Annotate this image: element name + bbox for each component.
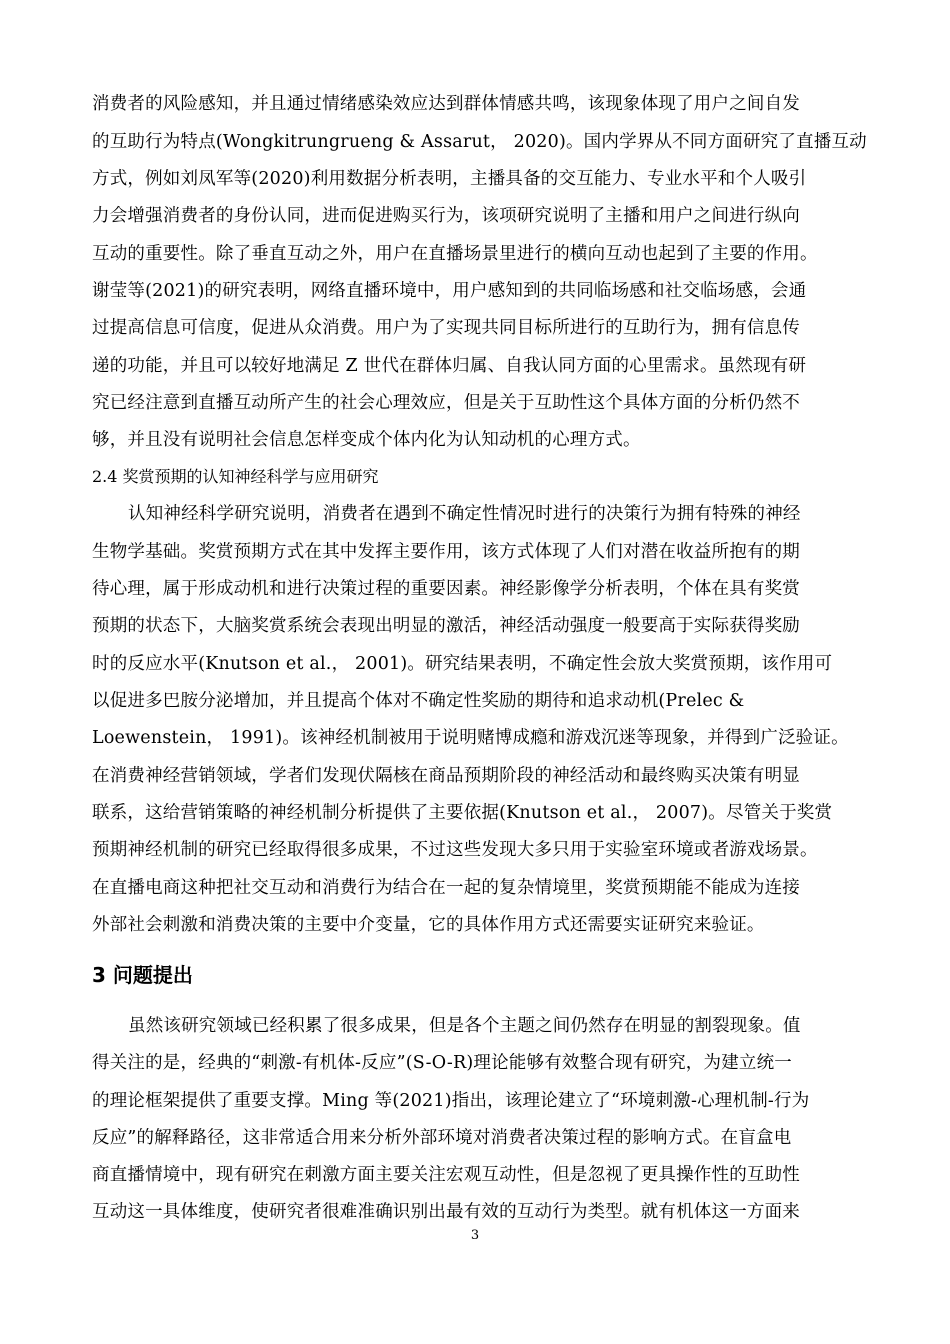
paragraph-1-line-8: 递的功能，并且可以较好地满足 Z 世代在群体归属、自我认同方面的心里需求。虽然现有研 bbox=[92, 356, 807, 376]
paragraph-2-line-8: 在消费神经营销领域，学者们发现伏隔核在商品预期阶段的神经活动和最终购买决策有明显 bbox=[92, 766, 800, 786]
paragraph-2-line-5: 时的反应水平(Knutson et al.， 2001)。研究结果表明，不确定性会放大奖赏预期，该作用可 bbox=[92, 654, 833, 674]
paragraph-2-line-3: 待心理，属于形成动机和进行决策过程的重要因素。神经影像学分析表明，个体在具有奖赏 bbox=[92, 579, 800, 599]
paragraph-2-line-4: 预期的状态下，大脑奖赏系统会表现出明显的激活，神经活动强度一般要高于实际获得奖励 bbox=[92, 616, 800, 636]
paragraph-1-line-2: 的互助行为特点(Wongkitrungrueng & Assarut， 2020)。国内学界从不同方面研究了直播互动 bbox=[92, 132, 867, 152]
page-number: 3 bbox=[470, 1228, 480, 1243]
section-2-4-heading: 2.4 奖赏预期的认知神经科学与应用研究 bbox=[92, 467, 379, 486]
paragraph-2-line-2: 生物学基础。奖赏预期方式在其中发挥主要作用，该方式体现了人们对潜在收益所抱有的期 bbox=[92, 542, 800, 562]
section-3-heading: 3 问题提出 bbox=[92, 963, 193, 987]
paragraph-2-line-6: 以促进多巴胺分泌增加，并且提高个体对不确定性奖励的期待和追求动机(Prelec & bbox=[92, 691, 745, 711]
paragraph-3-line-4: 反应”的解释路径，这非常适合用来分析外部环境对消费者决策过程的影响方式。在盲盒电 bbox=[92, 1128, 792, 1148]
paragraph-2-line-10: 预期神经机制的研究已经取得很多成果，不过这些发现大多只用于实验室环境或者游戏场景。 bbox=[92, 840, 818, 860]
paragraph-2-line-11: 在直播电商这种把社交互动和消费行为结合在一起的复杂情境里，奖赏预期能不能成为连接 bbox=[92, 878, 800, 898]
paragraph-1-line-4: 力会增强消费者的身份认同，进而促进购买行为，该项研究说明了主播和用户之间进行纵向 bbox=[92, 206, 800, 226]
paragraph-3-line-6: 互动这一具体维度，使研究者很难准确识别出最有效的互动行为类型。就有机体这一方面来 bbox=[92, 1202, 800, 1222]
paragraph-2-line-9: 联系，这给营销策略的神经机制分析提供了主要依据(Knutson et al.， 2007)。尽管关于奖赏 bbox=[92, 803, 833, 823]
paragraph-1-line-1: 消费者的风险感知，并且通过情绪感染效应达到群体情感共鸣，该现象体现了用户之间自发 bbox=[92, 94, 800, 114]
paragraph-1-line-3: 方式，例如刘凤军等(2020)利用数据分析表明，主播具备的交互能力、专业水平和个人吸引 bbox=[92, 169, 807, 189]
paragraph-3-line-1: 虽然该研究领域已经积累了很多成果，但是各个主题之间仍然存在明显的割裂现象。值 bbox=[128, 1016, 801, 1036]
paragraph-1-line-7: 过提高信息可信度，促进从众消费。用户为了实现共同目标所进行的互助行为，拥有信息传 bbox=[92, 318, 800, 338]
paragraph-1-line-5: 互动的重要性。除了垂直互动之外，用户在直播场景里进行的横向互动也起到了主要的作用。 bbox=[92, 244, 818, 264]
paragraph-2-line-12: 外部社会刺激和消费决策的主要中介变量，它的具体作用方式还需要实证研究来验证。 bbox=[92, 915, 765, 935]
paragraph-2-line-7: Loewenstein， 1991)。该神经机制被用于说明赌博成瘾和游戏沉迷等现象，并得到广泛验证。 bbox=[92, 728, 849, 748]
paragraph-1-line-9: 究已经注意到直播互动所产生的社会心理效应，但是关于互助性这个具体方面的分析仍然不 bbox=[92, 393, 800, 413]
paragraph-2-line-1: 认知神经科学研究说明，消费者在遇到不确定性情况时进行的决策行为拥有特殊的神经 bbox=[128, 504, 801, 524]
paragraph-1-line-6: 谢莹等(2021)的研究表明，网络直播环境中，用户感知到的共同临场感和社交临场感，会通 bbox=[92, 281, 807, 301]
paragraph-1-line-10: 够，并且没有说明社会信息怎样变成个体内化为认知动机的心理方式。 bbox=[92, 430, 641, 450]
paragraph-3-line-3: 的理论框架提供了重要支撑。Ming 等(2021)指出，该理论建立了“环境刺激-心理机制-行为 bbox=[92, 1091, 810, 1111]
paragraph-3-line-2: 得关注的是，经典的“刺激-有机体-反应”(S-O-R)理论能够有效整合现有研究，为建立统一 bbox=[92, 1053, 792, 1073]
paragraph-3-line-5: 商直播情境中，现有研究在刺激方面主要关注宏观互动性，但是忽视了更具操作性的互助性 bbox=[92, 1165, 800, 1185]
